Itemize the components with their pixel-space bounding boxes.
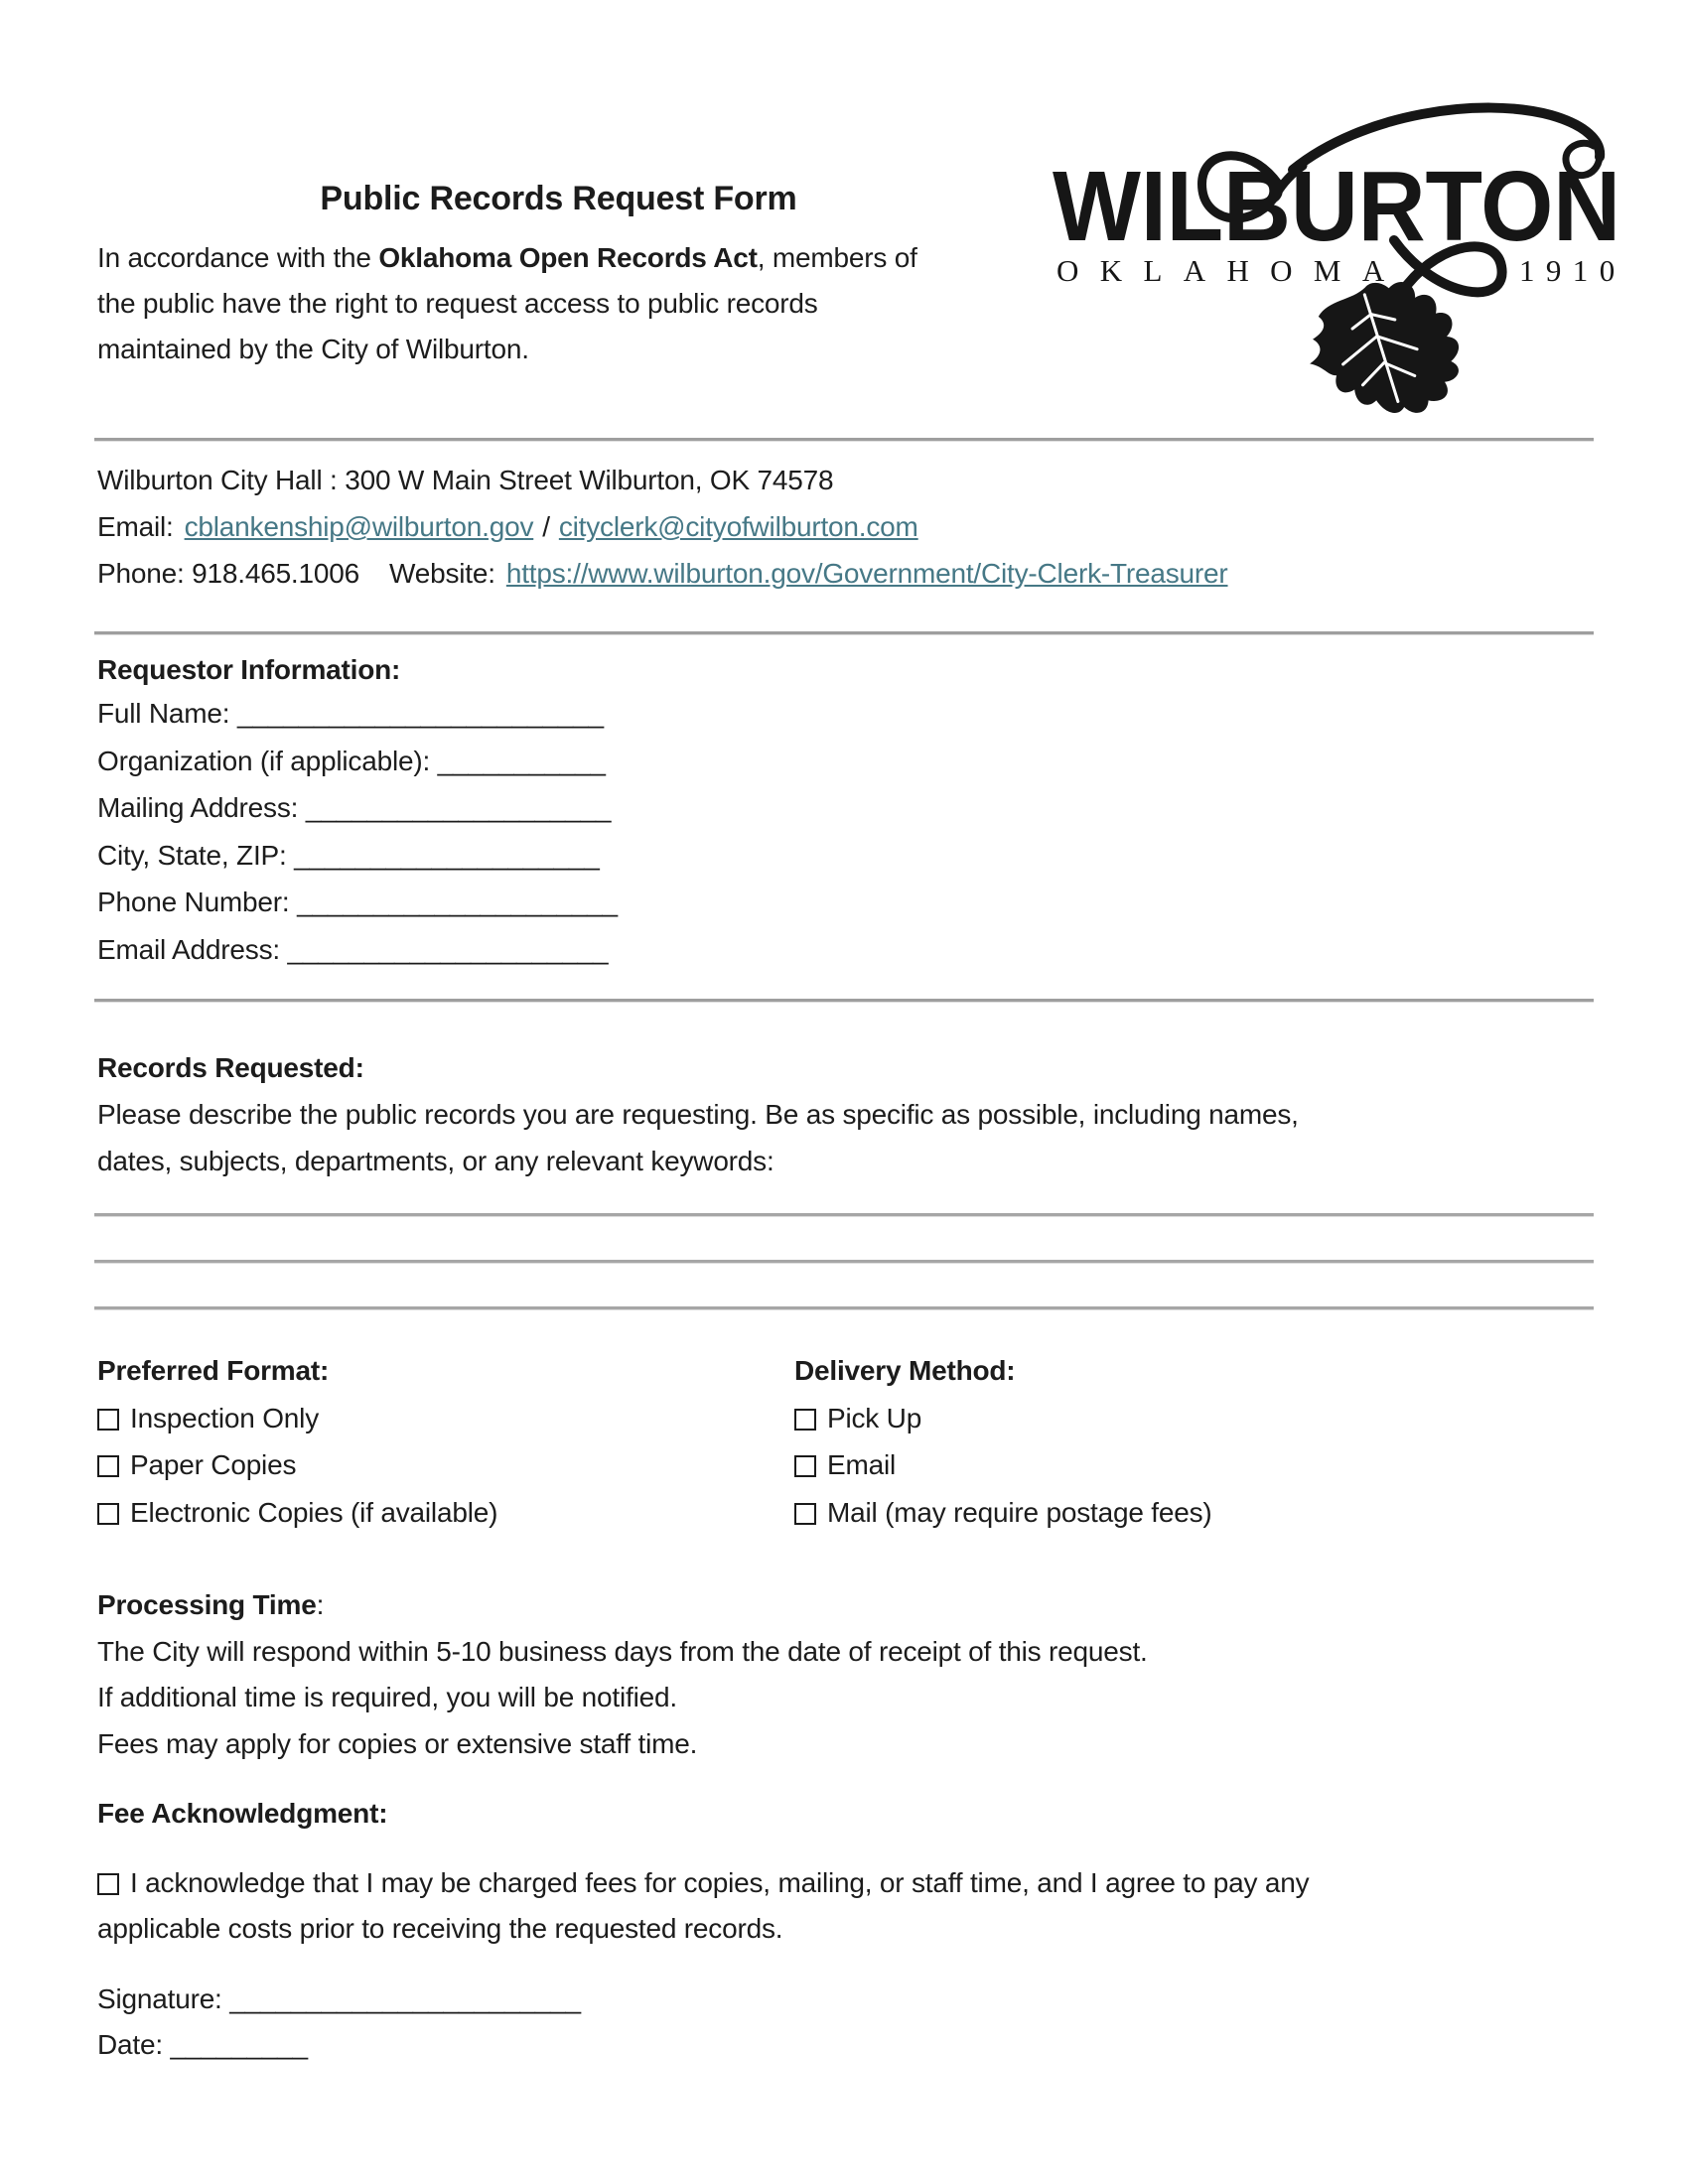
checkbox-electronic-copies[interactable] — [97, 1503, 119, 1525]
fee-acknowledgment-heading: Fee Acknowledgment: — [97, 1798, 388, 1829]
option-row — [97, 1395, 794, 1442]
blank-line: _____________________ — [297, 887, 618, 917]
option-row — [794, 1441, 1212, 1489]
fee-ack-line-1: I acknowledge that I may be charged fees for copies, mailing, or staff time, and I agree to pay any — [97, 1860, 1309, 1906]
checkbox-fee-acknowledgment[interactable] — [97, 1873, 119, 1895]
field-full-name: Full Name: ________________________ — [97, 698, 604, 729]
option-row — [794, 1395, 1212, 1442]
intro-line-3: maintained by the City of Wilburton. — [97, 334, 529, 364]
website-link[interactable]: https://www.wilburton.gov/Government/City-Clerk-Treasurer — [505, 558, 1228, 589]
field-mailing-address: Mailing Address: ____________________ — [97, 792, 612, 823]
date-line — [97, 2022, 581, 2068]
blank-line: ___________ — [437, 745, 606, 776]
processing-line-3: Fees may apply for copies or extensive staff time. — [97, 1727, 698, 1759]
email-link-secondary[interactable]: cityclerk@cityofwilburton.com — [558, 511, 918, 542]
records-requested-section — [97, 1044, 1299, 1184]
checkbox-pick-up[interactable] — [794, 1409, 816, 1431]
checkbox-paper-copies[interactable] — [97, 1455, 119, 1477]
intro-line-2: the public have the right to request access to public records — [97, 288, 818, 319]
option-label: Email — [827, 1449, 897, 1480]
intro-line-1: In accordance with the Oklahoma Open Records Act, members of — [97, 242, 917, 273]
field-phone-number: Phone Number: _____________________ — [97, 887, 618, 917]
blank-line: ________________________ — [236, 698, 604, 729]
blank-line: _______________________ — [229, 1983, 581, 2014]
checkbox-email[interactable] — [794, 1455, 816, 1477]
writing-line — [94, 1213, 1594, 1217]
page-title: Public Records Request Form — [320, 180, 797, 217]
requestor-heading: Requestor Information: — [97, 654, 401, 685]
option-row — [794, 1489, 1212, 1537]
email-link-primary[interactable]: cblankenship@wilburton.gov — [184, 511, 534, 542]
email-label: Email: — [97, 511, 174, 542]
logo-state-name: OKLAHOMA — [1056, 253, 1384, 288]
records-heading: Records Requested: — [97, 1052, 364, 1083]
field-city-state-zip: City, State, ZIP: ____________________ — [97, 839, 600, 871]
logo-city-name: WILBURTON — [1053, 151, 1620, 262]
field-email-address: Email Address: _____________________ — [97, 933, 609, 965]
checkbox-inspection-only[interactable] — [97, 1409, 119, 1431]
processing-time-section — [97, 1582, 1148, 1767]
option-row — [97, 1441, 794, 1489]
records-instruction-line-1: Please describe the public records you are requesting. Be as specific as possible, including names, — [97, 1099, 1299, 1130]
delivery-method-column — [794, 1347, 1212, 1536]
signature-block — [97, 1977, 581, 2068]
phone-label: Phone: 918.465.1006 — [97, 558, 360, 589]
requestor-fields — [97, 690, 618, 973]
section-divider — [94, 999, 1594, 1003]
option-row — [97, 1489, 794, 1537]
blank-line: ____________________ — [294, 839, 600, 871]
fee-ack-line-2: applicable costs prior to receiving the requested records. — [97, 1913, 783, 1944]
options-columns — [97, 1347, 1212, 1536]
wilburton-logo — [1045, 69, 1630, 415]
date-label: Date: — [97, 2029, 163, 2060]
blank-line: _________ — [170, 2029, 308, 2060]
logo-year: 1910 — [1519, 253, 1615, 288]
delivery-method-heading: Delivery Method: — [794, 1355, 1016, 1386]
email-separator: / — [542, 511, 550, 542]
option-label: Paper Copies — [130, 1449, 297, 1480]
preferred-format-heading: Preferred Format: — [97, 1355, 330, 1386]
option-label: Electronic Copies (if available) — [130, 1496, 498, 1528]
writing-line — [94, 1260, 1594, 1264]
processing-line-2: If additional time is required, you will be notified. — [97, 1682, 677, 1712]
option-label: Mail (may require postage fees) — [827, 1496, 1212, 1528]
intro-paragraph — [97, 235, 917, 372]
act-name: Oklahoma Open Records Act — [378, 242, 758, 273]
email-line — [97, 503, 1228, 550]
phone-website-line — [97, 550, 1228, 597]
option-label: Pick Up — [827, 1402, 922, 1433]
address-line: Wilburton City Hall : 300 W Main Street Wilburton, OK 74578 — [97, 465, 834, 495]
website-label: Website: — [389, 558, 495, 589]
writing-line — [94, 1306, 1594, 1310]
checkbox-mail[interactable] — [794, 1503, 816, 1525]
processing-line-1: The City will respond within 5-10 business days from the date of receipt of this request. — [97, 1635, 1148, 1667]
fee-acknowledgment-text — [97, 1860, 1309, 1952]
section-divider — [94, 631, 1594, 635]
section-divider — [94, 438, 1594, 442]
preferred-format-column — [97, 1347, 794, 1536]
blank-line: ____________________ — [305, 792, 612, 823]
records-instruction-line-2: dates, subjects, departments, or any relevant keywords: — [97, 1146, 774, 1176]
signature-line — [97, 1977, 581, 2022]
field-organization: Organization (if applicable): ___________ — [97, 745, 606, 776]
blank-line: _____________________ — [287, 933, 609, 965]
contact-block — [97, 457, 1228, 597]
option-label: Inspection Only — [130, 1402, 319, 1433]
signature-label: Signature: — [97, 1983, 222, 2014]
processing-time-heading: Processing Time: — [97, 1589, 325, 1620]
